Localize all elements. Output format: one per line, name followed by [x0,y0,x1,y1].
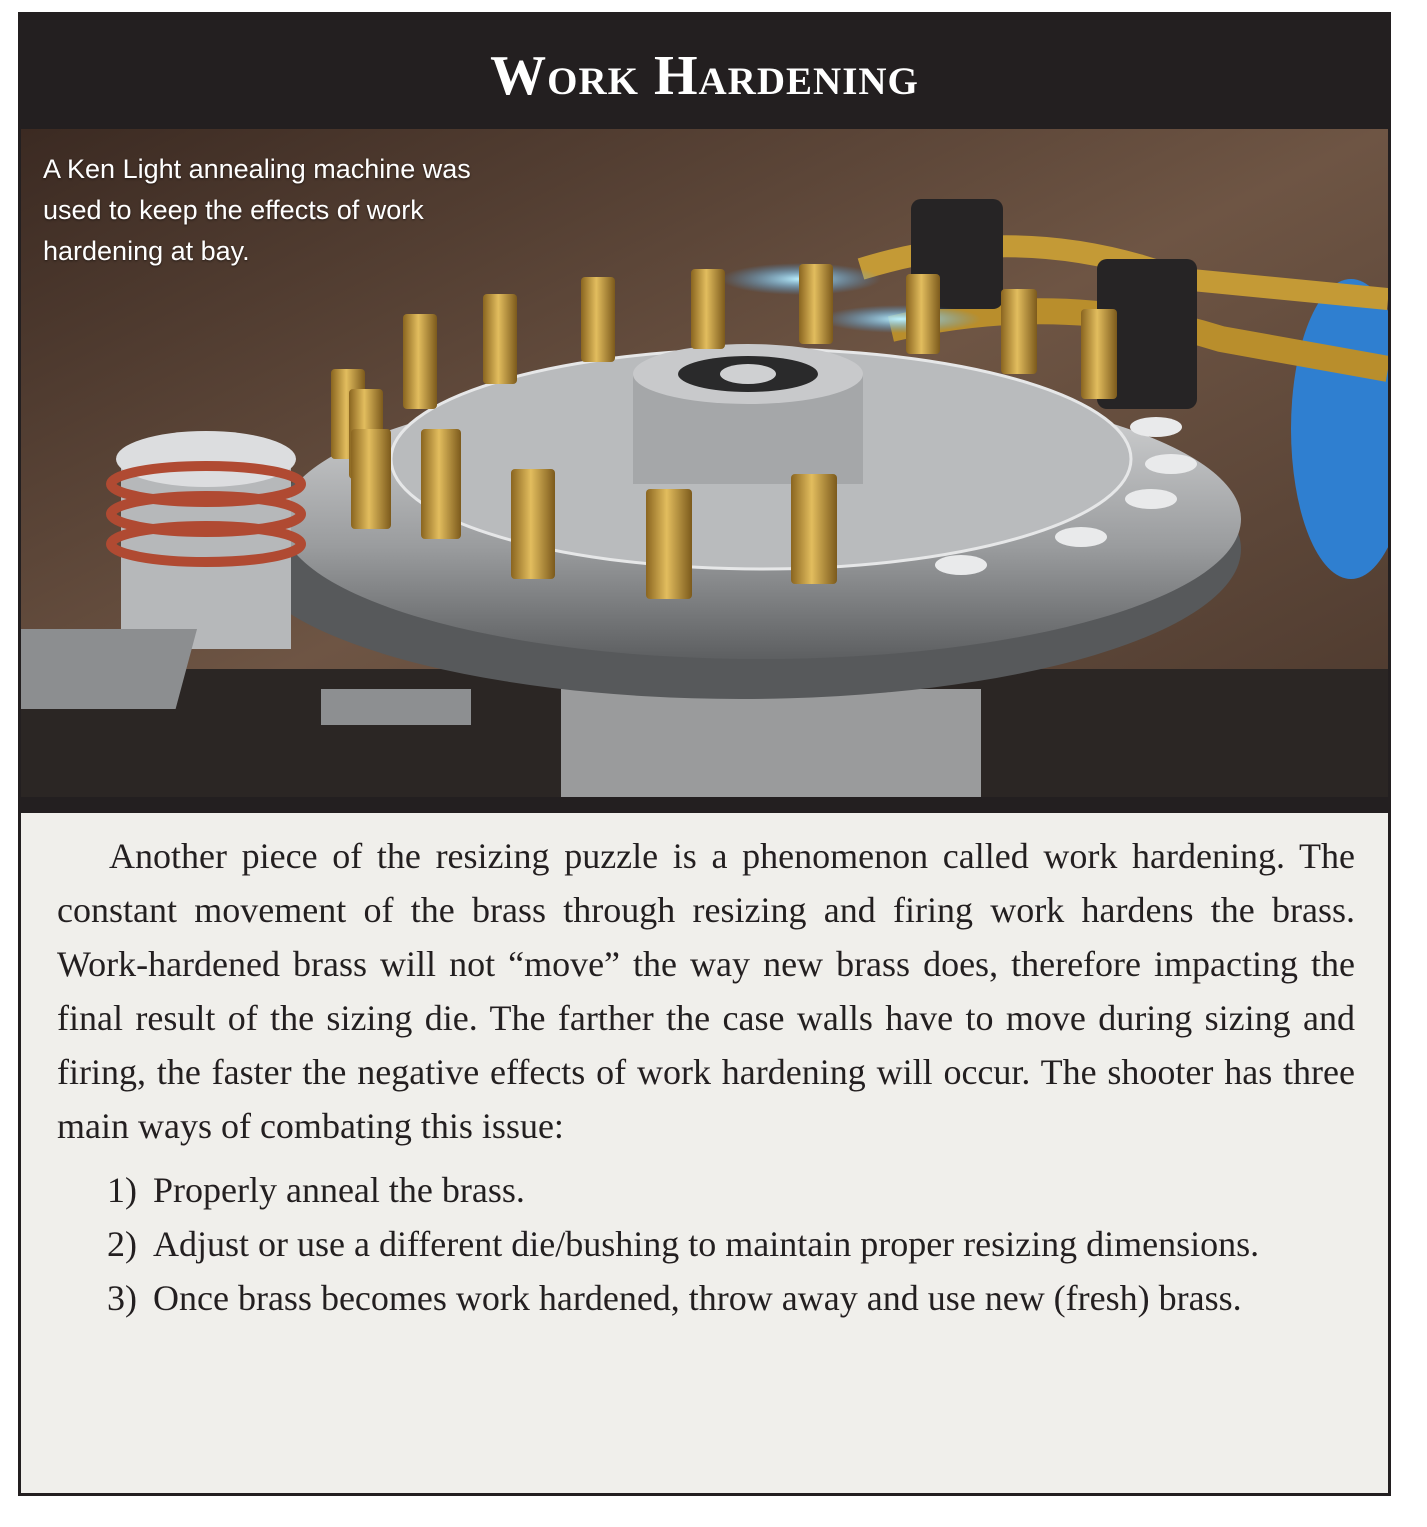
photo-caption: A Ken Light annealing machine was used to keep the effects of work hardening at bay. [43,154,471,266]
list-number: 1) [107,1170,137,1210]
list-text: Properly anneal the brass. [153,1170,525,1210]
list-number: 3) [107,1278,137,1318]
list-item [57,1163,1355,1217]
box-title: Work Hardening [490,45,919,107]
body-text [57,829,1355,1325]
title-bar [21,15,1388,129]
combat-list [57,1163,1355,1325]
annealing-machine-photo [21,129,1388,797]
list-number: 2) [107,1224,137,1264]
body-paragraph: Another piece of the resizing puzzle is a phenomenon called work hardening. The constant movement of the brass through resizing and firing work hardens the brass. Work-hardened brass will not “move” the way new brass does, therefore impacting the final result of the sizing die. The farther the case walls have to move during sizing and firing, the faster the negative effects of work hardening will occur. The shooter has three main ways of combating this issue: [57,836,1355,1146]
list-item [57,1271,1355,1325]
divider [21,797,1388,813]
sidebar-box [18,12,1391,1496]
list-text: Once brass becomes work hardened, throw away and use new (fresh) brass. [153,1278,1242,1318]
list-text: Adjust or use a different die/bushing to maintain proper resizing dimensions. [153,1224,1260,1264]
list-item [57,1217,1355,1271]
